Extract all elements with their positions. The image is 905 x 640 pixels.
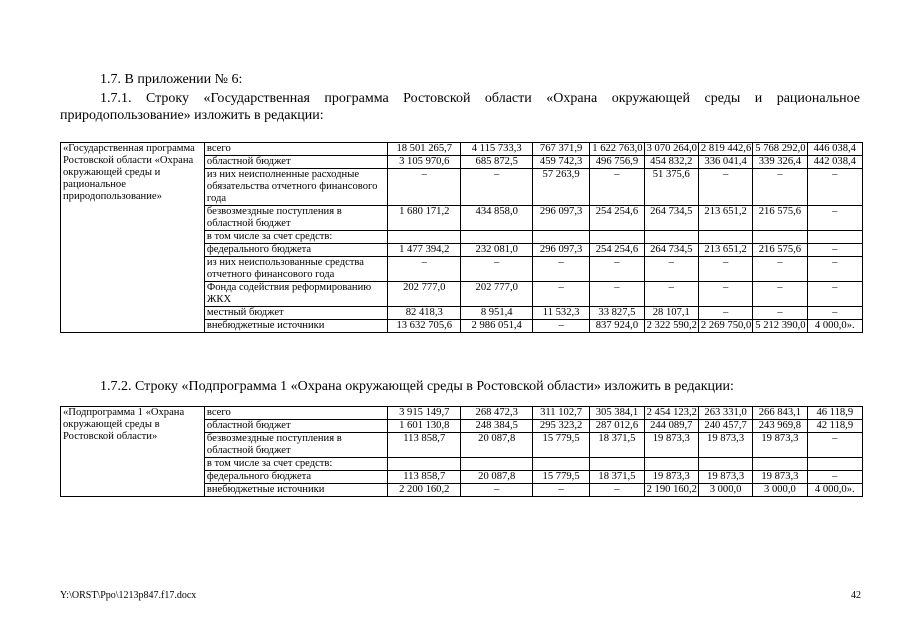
value-cell: – <box>698 257 752 282</box>
value-cell <box>388 231 461 244</box>
row-label-cell: всего <box>204 143 387 156</box>
table-row <box>61 407 863 420</box>
paragraph-1-7-1: 1.7.1. Строку «Государственная программа Ростовской области «Охрана окружающей среды и рациональное природопользование» изложить в редакции: <box>60 91 860 123</box>
value-cell: 213 651,2 <box>698 244 752 257</box>
value-cell: 266 843,1 <box>753 407 807 420</box>
row-label-cell: безвозмездные поступления в областной бюджет <box>204 206 387 231</box>
value-cell: – <box>753 282 807 307</box>
value-cell: – <box>698 169 752 206</box>
value-cell: 19 873,3 <box>698 433 752 458</box>
value-cell: 1 601 130,8 <box>388 420 461 433</box>
value-cell: 213 651,2 <box>698 206 752 231</box>
row-label-cell: внебюджетные источники <box>204 320 387 333</box>
footer-file-path: Y:\ORST\Ppo\1213p847.f17.docx <box>60 590 197 601</box>
value-cell: 15 779,5 <box>532 471 589 484</box>
value-cell: 19 873,3 <box>753 471 807 484</box>
value-cell <box>388 458 461 471</box>
value-cell: 2 819 442,6 <box>698 143 752 156</box>
row-label-cell: Фонда содействия реформированию ЖКХ <box>204 282 387 307</box>
value-cell: 446 038,4 <box>807 143 862 156</box>
value-cell: 216 575,6 <box>753 244 807 257</box>
value-cell: – <box>644 257 698 282</box>
row-label-cell: федерального бюджета <box>204 244 387 257</box>
value-cell: 1 477 394,2 <box>388 244 461 257</box>
value-cell: 20 087,8 <box>461 433 532 458</box>
row-label-cell: федерального бюджета <box>204 471 387 484</box>
value-cell: 311 102,7 <box>532 407 589 420</box>
value-cell: – <box>644 282 698 307</box>
value-cell: 19 873,3 <box>753 433 807 458</box>
value-cell: 2 269 750,0 <box>698 320 752 333</box>
row-label-cell: из них неисполненные расходные обязательства отчетного финансового года <box>204 169 387 206</box>
value-cell: 28 107,1 <box>644 307 698 320</box>
value-cell: 767 371,9 <box>532 143 589 156</box>
value-cell: 19 873,3 <box>698 471 752 484</box>
value-cell: 268 472,3 <box>461 407 532 420</box>
value-cell: – <box>532 484 589 497</box>
value-cell: 113 858,7 <box>388 471 461 484</box>
value-cell: – <box>461 257 532 282</box>
value-cell <box>698 458 752 471</box>
value-cell: 8 951,4 <box>461 307 532 320</box>
value-cell: 19 873,3 <box>644 433 698 458</box>
value-cell: 20 087,8 <box>461 471 532 484</box>
value-cell: 232 081,0 <box>461 244 532 257</box>
value-cell: 4 000,0». <box>807 484 862 497</box>
value-cell: 82 418,3 <box>388 307 461 320</box>
value-cell: – <box>807 244 862 257</box>
value-cell: 15 779,5 <box>532 433 589 458</box>
value-cell: – <box>532 282 589 307</box>
value-cell: 837 924,0 <box>590 320 644 333</box>
value-cell: 46 118,9 <box>807 407 862 420</box>
table-row <box>61 143 863 156</box>
value-cell: 4 115 733,3 <box>461 143 532 156</box>
value-cell: 4 000,0». <box>807 320 862 333</box>
value-cell: – <box>807 206 862 231</box>
row-label-cell: всего <box>204 407 387 420</box>
value-cell <box>698 231 752 244</box>
value-cell: – <box>388 169 461 206</box>
value-cell <box>461 231 532 244</box>
value-cell: 113 858,7 <box>388 433 461 458</box>
value-cell: 13 632 705,6 <box>388 320 461 333</box>
value-cell: 264 734,5 <box>644 244 698 257</box>
value-cell: 5 768 292,0 <box>753 143 807 156</box>
value-cell <box>807 458 862 471</box>
value-cell: 2 454 123,2 <box>644 407 698 420</box>
program-name-cell: «Подпрограмма 1 «Охрана окружающей среды в Ростовской области» <box>61 407 205 497</box>
value-cell: 244 089,7 <box>644 420 698 433</box>
value-cell: – <box>807 257 862 282</box>
value-cell: 685 872,5 <box>461 156 532 169</box>
value-cell: 254 254,6 <box>590 244 644 257</box>
value-cell <box>461 458 532 471</box>
value-cell: 248 384,5 <box>461 420 532 433</box>
program-table <box>60 142 863 333</box>
value-cell: – <box>753 307 807 320</box>
value-cell <box>644 458 698 471</box>
value-cell: 240 457,7 <box>698 420 752 433</box>
value-cell: 3 915 149,7 <box>388 407 461 420</box>
row-label-cell: внебюджетные источники <box>204 484 387 497</box>
value-cell: – <box>807 169 862 206</box>
value-cell: 2 986 051,4 <box>461 320 532 333</box>
value-cell: 287 012,6 <box>590 420 644 433</box>
value-cell: 2 322 590,2 <box>644 320 698 333</box>
value-cell: 18 371,5 <box>590 433 644 458</box>
program-name-cell: «Государственная программа Ростовской области «Охрана окружающей среды и рациональное природопользование» <box>61 143 205 333</box>
value-cell: 336 041,4 <box>698 156 752 169</box>
value-cell: 33 827,5 <box>590 307 644 320</box>
value-cell: 243 969,8 <box>753 420 807 433</box>
value-cell <box>753 458 807 471</box>
value-cell: 216 575,6 <box>753 206 807 231</box>
value-cell: 459 742,3 <box>532 156 589 169</box>
value-cell: – <box>590 169 644 206</box>
value-cell: 296 097,3 <box>532 244 589 257</box>
value-cell: 1 622 763,0 <box>590 143 644 156</box>
value-cell: – <box>753 257 807 282</box>
value-cell: 18 371,5 <box>590 471 644 484</box>
value-cell <box>807 231 862 244</box>
value-cell: – <box>590 282 644 307</box>
value-cell: – <box>698 307 752 320</box>
value-cell: 296 097,3 <box>532 206 589 231</box>
value-cell: – <box>461 169 532 206</box>
value-cell: 3 000,0 <box>753 484 807 497</box>
value-cell: 3 105 970,6 <box>388 156 461 169</box>
value-cell: 339 326,4 <box>753 156 807 169</box>
value-cell: 202 777,0 <box>388 282 461 307</box>
value-cell: 442 038,4 <box>807 156 862 169</box>
value-cell: – <box>807 471 862 484</box>
value-cell: – <box>461 484 532 497</box>
value-cell: 57 263,9 <box>532 169 589 206</box>
value-cell: – <box>698 282 752 307</box>
value-cell <box>532 231 589 244</box>
value-cell: 496 756,9 <box>590 156 644 169</box>
value-cell: 434 858,0 <box>461 206 532 231</box>
value-cell <box>753 231 807 244</box>
value-cell: – <box>532 320 589 333</box>
subprogram-table <box>60 406 863 497</box>
row-label-cell: местный бюджет <box>204 307 387 320</box>
value-cell: 202 777,0 <box>461 282 532 307</box>
value-cell: – <box>590 257 644 282</box>
value-cell: – <box>807 433 862 458</box>
row-label-cell: областной бюджет <box>204 420 387 433</box>
row-label-cell: в том числе за счет средств: <box>204 231 387 244</box>
value-cell: – <box>753 169 807 206</box>
value-cell: 3 000,0 <box>698 484 752 497</box>
value-cell: 11 532,3 <box>532 307 589 320</box>
row-label-cell: из них неиспользованные средства отчетного финансового года <box>204 257 387 282</box>
section-heading: 1.7. В приложении № 6: <box>100 72 243 87</box>
value-cell: 254 254,6 <box>590 206 644 231</box>
value-cell: – <box>388 257 461 282</box>
value-cell: 42 118,9 <box>807 420 862 433</box>
value-cell: 305 384,1 <box>590 407 644 420</box>
value-cell: 3 070 264,0 <box>644 143 698 156</box>
page-number: 42 <box>851 590 861 601</box>
value-cell: 2 200 160,2 <box>388 484 461 497</box>
row-label-cell: в том числе за счет средств: <box>204 458 387 471</box>
value-cell: 5 212 390,0 <box>753 320 807 333</box>
value-cell <box>590 231 644 244</box>
value-cell: 2 190 160,2 <box>644 484 698 497</box>
row-label-cell: областной бюджет <box>204 156 387 169</box>
value-cell: 264 734,5 <box>644 206 698 231</box>
value-cell <box>532 458 589 471</box>
paragraph-1-7-2: 1.7.2. Строку «Подпрограмма 1 «Охрана окружающей среды в Ростовской области» изложить в редакции: <box>100 379 734 394</box>
value-cell: – <box>532 257 589 282</box>
value-cell: 1 680 171,2 <box>388 206 461 231</box>
value-cell: 19 873,3 <box>644 471 698 484</box>
value-cell: – <box>807 282 862 307</box>
value-cell: 454 832,2 <box>644 156 698 169</box>
value-cell: – <box>807 307 862 320</box>
value-cell: 263 331,0 <box>698 407 752 420</box>
row-label-cell: безвозмездные поступления в областной бюджет <box>204 433 387 458</box>
value-cell: 295 323,2 <box>532 420 589 433</box>
value-cell: 18 501 265,7 <box>388 143 461 156</box>
value-cell <box>644 231 698 244</box>
value-cell: – <box>590 484 644 497</box>
value-cell: 51 375,6 <box>644 169 698 206</box>
value-cell <box>590 458 644 471</box>
